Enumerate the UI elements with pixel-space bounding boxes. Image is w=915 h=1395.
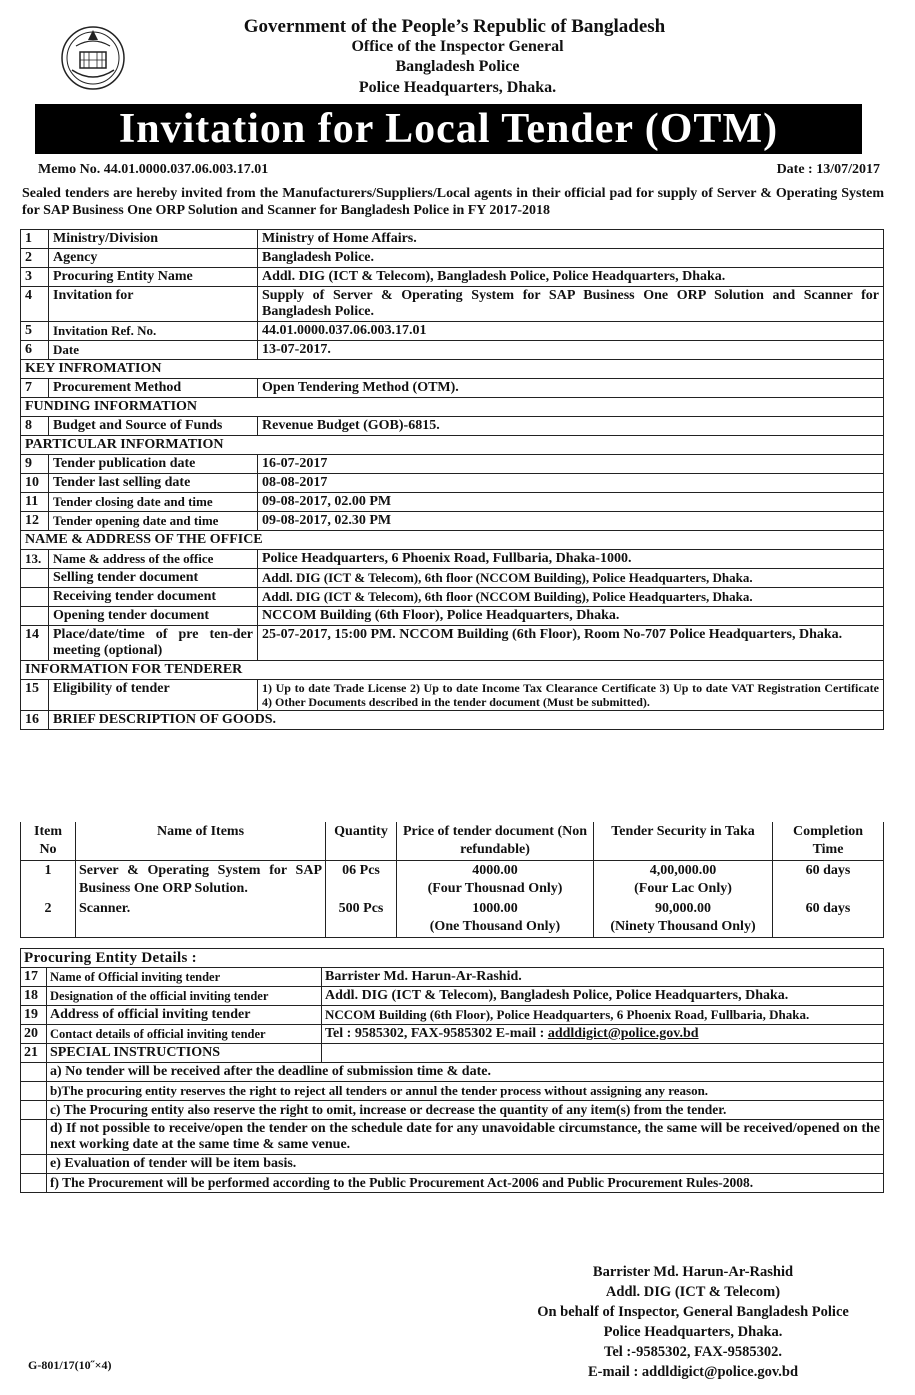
row-number: 13. <box>21 550 49 569</box>
row-number-empty <box>21 1155 47 1174</box>
row-value: Addl. DIG (ICT & Telecom), 6th floor (NCCOM Building), Police Headquarters, Dhaka. <box>258 588 884 607</box>
section-heading: KEY INFROMATION <box>21 360 884 379</box>
table-row <box>21 493 884 512</box>
row-number: 6 <box>21 341 49 360</box>
row-value: Addl. DIG (ICT & Telecom), Bangladesh Police, Police Headquarters, Dhaka. <box>322 987 884 1006</box>
table-row <box>21 474 884 493</box>
row-value-empty <box>322 1044 884 1063</box>
row-label: Receiving tender document <box>49 588 258 607</box>
table-row <box>21 341 884 360</box>
row-value: NCCOM Building (6th Floor), Police Headquarters, 6 Phoenix Road, Fullbaria, Dhaka. <box>322 1006 884 1025</box>
row-value: Bangladesh Police. <box>258 249 884 268</box>
row-label: Procurement Method <box>49 379 258 398</box>
instruction-row <box>21 1120 884 1155</box>
instruction-item: f) The Procurement will be performed according to the Public Procurement Act-2006 and Public Procurement Rules-2008. <box>47 1174 884 1193</box>
row-number: 17 <box>21 968 47 987</box>
row-label: Ministry/Division <box>49 230 258 249</box>
instruction-item: b)The procuring entity reserves the right to reject all tenders or annul the tender process without assigning any reason. <box>47 1082 884 1101</box>
price-amount: 4000.00 <box>472 863 518 878</box>
row-value: Addl. DIG (ICT & Telecom), Bangladesh Police, Police Headquarters, Dhaka. <box>258 268 884 287</box>
row-number-empty <box>21 1063 47 1082</box>
tender-info-table <box>20 229 884 730</box>
item-price <box>397 861 594 900</box>
row-label: Eligibility of tender <box>49 680 258 711</box>
table-row <box>21 588 884 607</box>
row-label: Invitation Ref. No. <box>49 322 258 341</box>
row-value: 08-08-2017 <box>258 474 884 493</box>
item-completion: 60 days <box>773 861 884 900</box>
row-number: 4 <box>21 287 49 322</box>
item-no: 1 <box>21 861 76 900</box>
row-number-empty <box>21 588 49 607</box>
row-number: 3 <box>21 268 49 287</box>
item-security <box>594 899 773 938</box>
row-number-empty <box>21 1120 47 1155</box>
table-row <box>21 861 884 900</box>
item-name: Scanner. <box>76 899 326 938</box>
instruction-row <box>21 1063 884 1082</box>
table-row <box>21 968 884 987</box>
row-number-empty <box>21 1082 47 1101</box>
row-label: Tender closing date and time <box>49 493 258 512</box>
instruction-row <box>21 1174 884 1193</box>
header-agency: Bangladesh Police <box>395 58 520 75</box>
memo-date: Date : 13/07/2017 <box>776 162 880 177</box>
row-number: 21 <box>21 1044 47 1063</box>
table-row <box>21 1025 884 1044</box>
table-row <box>21 249 884 268</box>
security-amount: 4,00,000.00 <box>649 863 717 878</box>
row-value: 44.01.0000.037.06.003.17.01 <box>258 322 884 341</box>
section-heading: INFORMATION FOR TENDERER <box>21 661 884 680</box>
item-completion: 60 days <box>773 899 884 938</box>
row-value: 1) Up to date Trade License 2) Up to date Income Tax Clearance Certificate 3) Up to date VAT Registration Certificate 4) Other Documents described in the tender document (Must be submitted). <box>258 680 884 711</box>
row-label: Tender publication date <box>49 455 258 474</box>
row-label: Procuring Entity Name <box>49 268 258 287</box>
table-row <box>21 455 884 474</box>
instruction-row <box>21 1101 884 1120</box>
instruction-row <box>21 1155 884 1174</box>
price-words: (Four Thousnad Only) <box>427 881 563 896</box>
table-row <box>21 417 884 436</box>
table-row <box>21 626 884 661</box>
row-number: 11 <box>21 493 49 512</box>
price-words: (One Thousand Only) <box>429 919 561 934</box>
row-number: 19 <box>21 1006 47 1025</box>
signatory-email: E-mail : addldigict@police.gov.bd <box>587 1364 799 1380</box>
header-office: Office of the Inspector General <box>351 38 564 55</box>
row-number-empty <box>21 1174 47 1193</box>
gazette-code: G-801/17(10˝×4) <box>28 1358 112 1372</box>
row-number: 18 <box>21 987 47 1006</box>
row-value: 16-07-2017 <box>258 455 884 474</box>
table-row <box>21 680 884 711</box>
row-label: Tender last selling date <box>49 474 258 493</box>
row-value: 25-07-2017, 15:00 PM. NCCOM Building (6th Floor), Room No-707 Police Headquarters, Dhaka. <box>258 626 884 661</box>
column-header: Name of Items <box>76 822 326 861</box>
row-number-empty <box>21 607 49 626</box>
row-value: Open Tendering Method (OTM). <box>258 379 884 398</box>
instruction-item: e) Evaluation of tender will be item basis. <box>47 1155 884 1174</box>
row-value: Ministry of Home Affairs. <box>258 230 884 249</box>
table-row <box>21 379 884 398</box>
table-row <box>21 1006 884 1025</box>
security-words: (Ninety Thousand Only) <box>610 919 756 934</box>
column-header: Price of tender document (Non refundable) <box>397 822 594 861</box>
section-heading: NAME & ADDRESS OF THE OFFICE <box>21 531 884 550</box>
security-words: (Four Lac Only) <box>634 881 732 896</box>
section-heading: PARTICULAR INFORMATION <box>21 436 884 455</box>
column-header: Completion Time <box>773 822 884 861</box>
row-label: Invitation for <box>49 287 258 322</box>
table-row <box>21 550 884 569</box>
row-label: Agency <box>49 249 258 268</box>
signatory-office: Police Headquarters, Dhaka. <box>603 1324 783 1340</box>
row-number: 15 <box>21 680 49 711</box>
section-heading: FUNDING INFORMATION <box>21 398 884 417</box>
section-row <box>21 661 884 680</box>
table-row <box>21 287 884 322</box>
table-row <box>21 711 884 730</box>
row-label: Tender opening date and time <box>49 512 258 531</box>
signatory-name: Barrister Md. Harun-Ar-Rashid <box>592 1264 794 1280</box>
row-label: Date <box>49 341 258 360</box>
table-row <box>21 899 884 938</box>
price-amount: 1000.00 <box>472 901 518 916</box>
section-row <box>21 360 884 379</box>
signatory-behalf: On behalf of Inspector, General Bangladesh Police <box>537 1304 849 1320</box>
table-row <box>21 987 884 1006</box>
row-label: Selling tender document <box>49 569 258 588</box>
row-label: Place/date/time of pre ten-der meeting (optional) <box>49 626 258 661</box>
row-label: Address of official inviting tender <box>47 1006 322 1025</box>
header-government: Government of the People’s Republic of Bangladesh <box>243 16 666 37</box>
section-row <box>21 398 884 417</box>
row-number: 2 <box>21 249 49 268</box>
instruction-item: a) No tender will be received after the deadline of submission time & date. <box>47 1063 884 1082</box>
section-row <box>21 436 884 455</box>
signature-block <box>503 1262 883 1382</box>
procuring-title: Procuring Entity Details : <box>21 949 884 968</box>
row-value: 13-07-2017. <box>258 341 884 360</box>
row-value <box>322 1025 884 1044</box>
goods-header-row <box>21 822 884 861</box>
procuring-entity-table <box>20 948 884 1193</box>
section-row <box>21 531 884 550</box>
row-label: Name of Official inviting tender <box>47 968 322 987</box>
memo-number: Memo No. 44.01.0000.037.06.003.17.01 <box>38 162 269 177</box>
table-row <box>21 322 884 341</box>
email-link[interactable]: addldigict@police.gov.bd <box>547 1026 699 1041</box>
row-value: 09-08-2017, 02.30 PM <box>258 512 884 531</box>
row-number: 1 <box>21 230 49 249</box>
row-value: Supply of Server & Operating System for SAP Business One ORP Solution and Scanner for Bangladesh Police. <box>258 287 884 322</box>
row-value: Revenue Budget (GOB)-6815. <box>258 417 884 436</box>
row-number-empty <box>21 569 49 588</box>
item-security <box>594 861 773 900</box>
column-header: Item No <box>21 822 76 861</box>
item-quantity: 500 Pcs <box>326 899 397 938</box>
table-row <box>21 569 884 588</box>
item-quantity: 06 Pcs <box>326 861 397 900</box>
row-label: Contact details of official inviting tender <box>47 1025 322 1044</box>
contact-text: Tel : 9585302, FAX-9585302 E-mail : <box>325 1026 548 1041</box>
row-number: 10 <box>21 474 49 493</box>
table-row <box>21 512 884 531</box>
table-row <box>21 230 884 249</box>
row-value: NCCOM Building (6th Floor), Police Headquarters, Dhaka. <box>258 607 884 626</box>
row-number: 16 <box>21 711 49 730</box>
section-row <box>21 949 884 968</box>
row-number: 9 <box>21 455 49 474</box>
column-header: Tender Security in Taka <box>594 822 773 861</box>
instruction-row <box>21 1082 884 1101</box>
security-amount: 90,000.00 <box>655 901 711 916</box>
row-number: 12 <box>21 512 49 531</box>
intro-paragraph: Sealed tenders are hereby invited from the Manufacturers/Suppliers/Local agents in their official pad for supply of Server & Operating System for SAP Business One ORP Solution and Scanner for Bangladesh Police in FY 2017-2018 <box>22 186 884 218</box>
item-price <box>397 899 594 938</box>
item-name: Server & Operating System for SAP Business One ORP Solution. <box>76 861 326 900</box>
item-no: 2 <box>21 899 76 938</box>
table-row <box>21 1044 884 1063</box>
goods-table <box>20 822 884 938</box>
row-label: SPECIAL INSTRUCTIONS <box>47 1044 322 1063</box>
row-value: Addl. DIG (ICT & Telecom), 6th floor (NCCOM Building), Police Headquarters, Dhaka. <box>258 569 884 588</box>
row-number: 5 <box>21 322 49 341</box>
row-label: Opening tender document <box>49 607 258 626</box>
row-label: Budget and Source of Funds <box>49 417 258 436</box>
column-header: Quantity <box>326 822 397 861</box>
row-label: BRIEF DESCRIPTION OF GOODS. <box>49 711 884 730</box>
instruction-item: c) The Procuring entity also reserve the right to omit, increase or decrease the quantity of any item(s) from the tender. <box>47 1101 884 1120</box>
row-label: Designation of the official inviting tender <box>47 987 322 1006</box>
signatory-tel: Tel :-9585302, FAX-9585302. <box>603 1344 782 1360</box>
row-value: Barrister Md. Harun-Ar-Rashid. <box>322 968 884 987</box>
row-number-empty <box>21 1101 47 1120</box>
page-title: Invitation for Local Tender (OTM) <box>35 104 862 154</box>
row-label: Name & address of the office <box>49 550 258 569</box>
row-value: 09-08-2017, 02.00 PM <box>258 493 884 512</box>
instruction-item: d) If not possible to receive/open the tender on the schedule date for any unavoidable circumstance, the same will be received/opened on the next working date at the same time & same venue. <box>47 1120 884 1155</box>
signatory-designation: Addl. DIG (ICT & Telecom) <box>605 1284 781 1300</box>
row-number: 20 <box>21 1025 47 1044</box>
table-row <box>21 268 884 287</box>
header-location: Police Headquarters, Dhaka. <box>358 79 557 96</box>
row-number: 14 <box>21 626 49 661</box>
row-number: 8 <box>21 417 49 436</box>
row-number: 7 <box>21 379 49 398</box>
table-row <box>21 607 884 626</box>
row-value: Police Headquarters, 6 Phoenix Road, Fullbaria, Dhaka-1000. <box>258 550 884 569</box>
